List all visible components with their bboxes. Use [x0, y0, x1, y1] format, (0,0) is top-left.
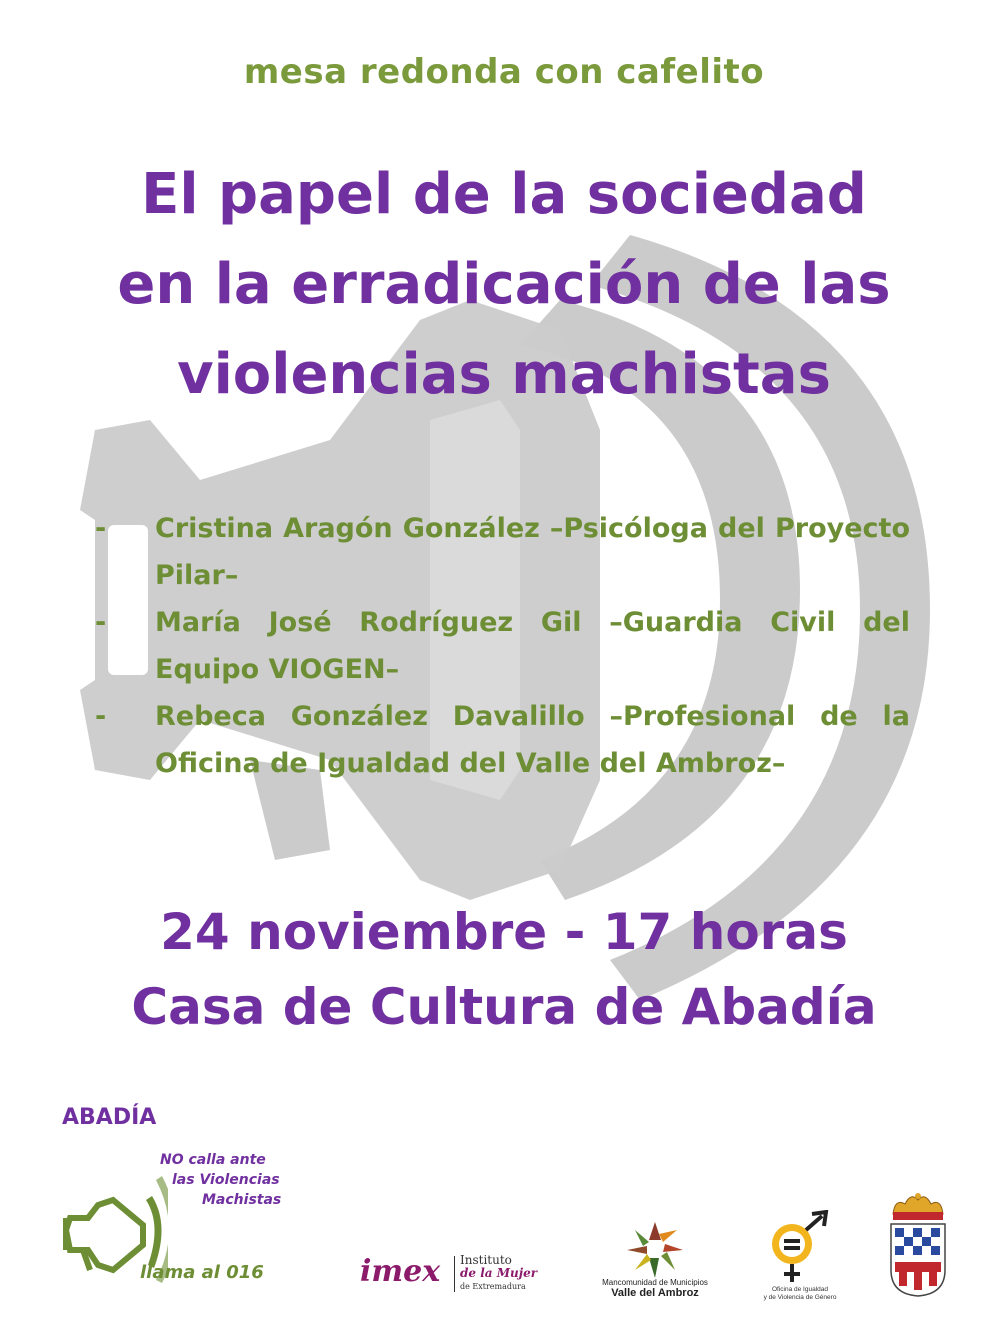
slogan-line-1: NO calla ante [160, 1152, 266, 1168]
flower-emblem-icon [590, 1220, 720, 1278]
campaign-slogan [160, 1150, 281, 1210]
speaker-item [95, 599, 910, 693]
title-line-2: en la erradicación de las [117, 252, 891, 317]
coat-of-arms-icon [885, 1190, 951, 1300]
campaign-brand: ABADÍA [62, 1105, 157, 1130]
oficina-name [750, 1286, 850, 1302]
helpline-text: llama al 016 [140, 1262, 264, 1283]
gender-equality-icon [760, 1210, 840, 1286]
imex-line-3: de Extremadura [460, 1282, 526, 1291]
imex-wordmark: imex [360, 1254, 441, 1289]
title-line-1: El papel de la sociedad [141, 162, 867, 227]
event-date-time: 24 noviembre - 17 horas [160, 903, 848, 961]
mancomunidad-line-2: Valle del Ambroz [611, 1287, 699, 1299]
mancomunidad-logo [590, 1220, 720, 1302]
oficina-line-2: y de Violencia de Género [763, 1294, 837, 1301]
oficina-igualdad-logo [760, 1210, 840, 1302]
bullet-dash: - [95, 513, 107, 544]
oficina-line-1: Oficina de Igualdad [771, 1286, 828, 1293]
slogan-line-3: Machistas [202, 1192, 282, 1208]
bullet-dash: - [95, 701, 107, 732]
speaker-item [95, 505, 910, 599]
event-title [60, 150, 948, 420]
imex-institute-name [460, 1254, 537, 1293]
event-details [0, 895, 1008, 1045]
mancomunidad-name [590, 1278, 720, 1299]
bullet-dash: - [95, 607, 107, 638]
title-line-3: violencias machistas [177, 342, 831, 407]
slogan-line-2: las Violencias [172, 1172, 280, 1188]
event-venue: Casa de Cultura de Abadía [131, 978, 877, 1036]
logo-divider [454, 1256, 455, 1292]
imex-line-2: de la Mujer [460, 1266, 538, 1280]
imex-logo [360, 1252, 560, 1294]
imex-line-1: Instituto [460, 1253, 512, 1267]
speaker-item [95, 693, 910, 787]
mancomunidad-line-1: Mancomunidad de Municipios [602, 1278, 708, 1287]
speaker-text: María José Rodríguez Gil –Guardia Civil del Equipo VIOGEN– [155, 607, 910, 685]
speaker-text: Rebeca González Davalillo –Profesional de la Oficina de Igualdad del Valle del Ambroz– [155, 701, 910, 779]
speaker-text: Cristina Aragón González –Psicóloga del Proyecto Pilar– [155, 513, 910, 591]
speakers-list [95, 505, 910, 787]
event-subtitle: mesa redonda con cafelito [243, 52, 765, 92]
